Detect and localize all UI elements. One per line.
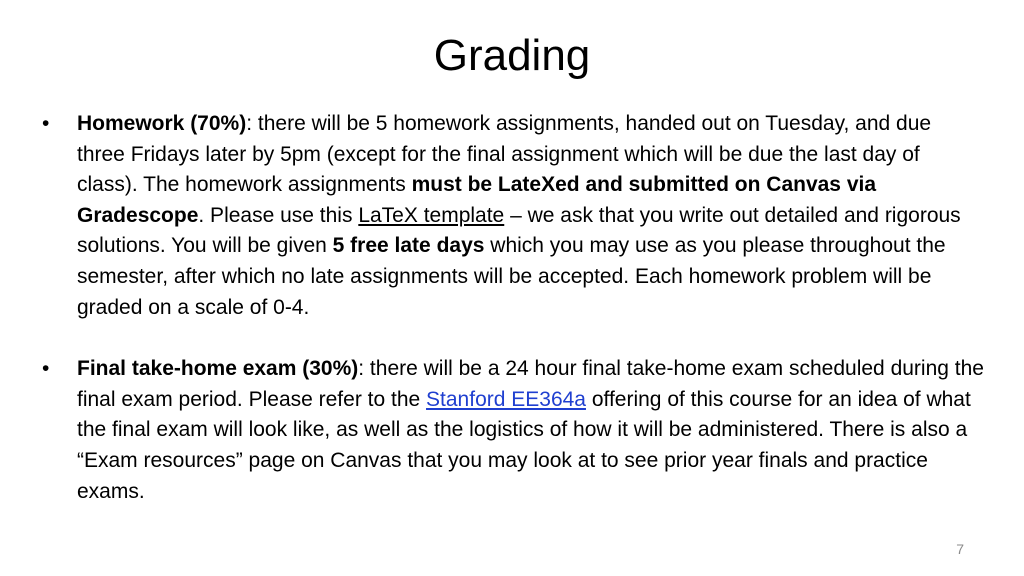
homework-text: : there will be 5 homework assignments, handed out on Tuesday, and due three Fridays later by 5pm (except for the final assignment which will be due the last day of class). The homework assignments: [77, 112, 932, 197]
late-days-text: 5 free late days: [332, 234, 485, 258]
homework-text: . Please use this: [198, 203, 359, 227]
final-exam-bullet: [0, 354, 1024, 507]
homework-text: – we ask that you write out detailed and rigorous solutions. You will be given: [77, 203, 961, 258]
final-exam-heading: Final take-home exam (30%): [77, 357, 359, 381]
homework-text: which you may use as you please throughout the semester, after which no late assignments will be accepted. Each homework problem will be graded on a scale of 0-4.: [77, 234, 946, 319]
homework-bullet: [0, 109, 1024, 323]
bullet-dot-icon: •: [42, 357, 50, 381]
bullet-list: [0, 109, 1024, 507]
slide-title: Grading: [433, 31, 591, 80]
page-number: 7: [956, 541, 964, 557]
homework-heading: Homework (70%): [77, 112, 247, 135]
final-exam-text: offering of this course for an idea of what the final exam will look like, as well as the logistics of how it will be administered. There is also a “Exam resources” page on Canvas that you may look at to see prior year finals and practice exams.: [77, 387, 971, 503]
latex-requirement: must be LateXed and submitted on Canvas via Gradescope: [77, 173, 877, 227]
final-exam-text: : there will be a 24 hour final take-home exam scheduled during the final exam period. Please refer to the: [77, 357, 984, 411]
bullet-dot-icon: •: [42, 112, 50, 135]
latex-template-link[interactable]: LaTeX template: [358, 203, 505, 227]
stanford-ee364a-link[interactable]: Stanford EE364a: [426, 387, 586, 411]
